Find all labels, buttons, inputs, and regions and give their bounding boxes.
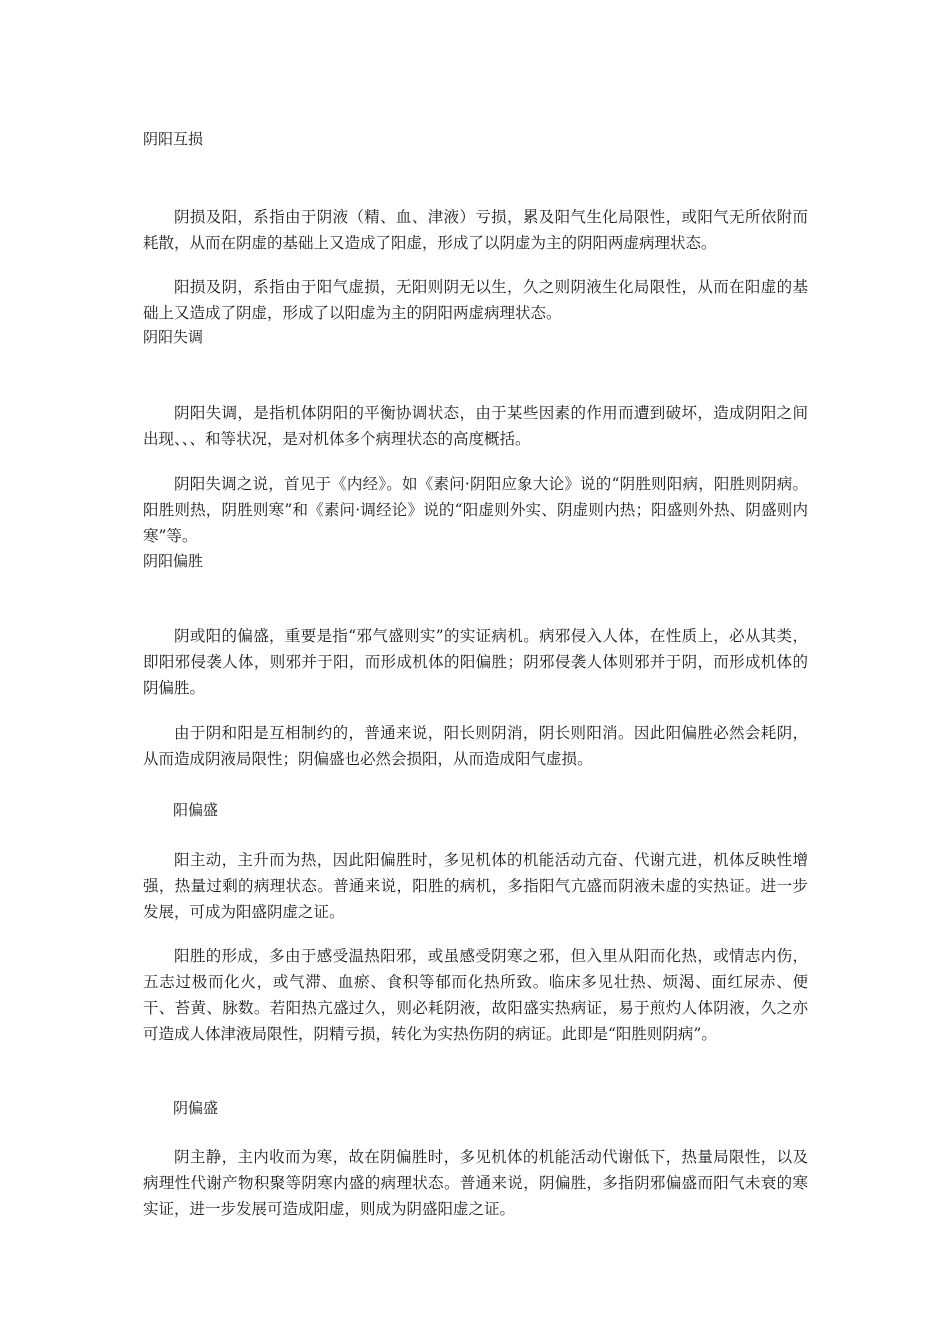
section-title-yinyang-piansheng: 阴阳偏胜 xyxy=(143,552,204,570)
section-title-yinyang-shitiao: 阴阳失调 xyxy=(143,328,204,346)
subsection-title-yang-pian-sheng: 阳偏盛 xyxy=(173,801,219,819)
subsection-title-yin-pian-sheng: 阴偏盛 xyxy=(173,1099,219,1117)
paragraph-yin-zhu-jing: 阴主静，主内收而为寒，故在阴偏胜时，多见机体的机能活动代谢低下，热量局限性，以及病理性代谢产物积聚等阴寒内盛的病理状态。普通来说，阴偏胜，多指阴邪偏盛而阳气未衰的寒实证，进一步发展可造成阳虚，则成为阴盛阳虚之证。 xyxy=(143,1148,808,1218)
section-title-yinyang-husun: 阴阳互损 xyxy=(143,130,204,148)
paragraph-piansheng-zhiyue: 由于阴和阳是互相制约的，普通来说，阳长则阴消，阴长则阳消。因此阳偏胜必然会耗阴，从而造成阴液局限性；阴偏盛也必然会损阳，从而造成阳气虚损。 xyxy=(143,724,808,768)
paragraph-piansheng-definition: 阴或阳的偏盛，重要是指“邪气盛则实”的实证病机。病邪侵入人体，在性质上，必从其类，即阳邪侵袭人体，则邪并于阳，而形成机体的阳偏胜；阴邪侵袭人体则邪并于阴，而形成机体的阴偏胜。 xyxy=(143,627,808,697)
paragraph-yang-zhu-dong: 阳主动，主升而为热，因此阳偏胜时，多见机体的机能活动亢奋、代谢亢进，机体反映性增强，热量过剩的病理状态。普通来说，阳胜的病机，多指阳气亢盛而阴液未虚的实热证。进一步发展，可成为阳盛阴虚之证。 xyxy=(143,851,808,921)
paragraph-shitiao-definition: 阴阳失调，是指机体阴阳的平衡协调状态，由于某些因素的作用而遭到破坏，造成阴阳之间出现、、、和等状况，是对机体多个病理状态的高度概括。 xyxy=(143,404,808,448)
paragraph-yang-sheng-xingcheng: 阳胜的形成，多由于感受温热阳邪，或虽感受阴寒之邪，但入里从阳而化热，或情志内伤，五志过极而化火，或气滞、血瘀、食积等郁而化热所致。临床多见壮热、烦渴、面红尿赤、便干、苔黄、脉数。若阳热亢盛过久，则必耗阴液，故阳盛实热病证，易于煎灼人体阴液，久之亦可造成人体津液局限性，阴精亏损，转化为实热伤阴的病证。此即是“阳胜则阴病”。 xyxy=(143,947,808,1043)
paragraph-yin-sun-ji-yang: 阴损及阳，系指由于阴液（精、血、津液）亏损，累及阳气生化局限性，或阳气无所依附而耗散，从而在阴虚的基础上又造成了阳虚，形成了以阴虚为主的阴阳两虚病理状态。 xyxy=(143,208,808,252)
paragraph-yang-sun-ji-yin: 阳损及阴，系指由于阳气虚损，无阳则阴无以生，久之则阴液生化局限性，从而在阳虚的基础上又造成了阴虚，形成了以阳虚为主的阴阳两虚病理状态。 xyxy=(143,278,808,322)
paragraph-shitiao-neijing: 阴阳失调之说，首见于《内经》。如《素问·阴阳应象大论》说的“阴胜则阳病，阳胜则阴病。阳胜则热，阴胜则寒”和《素问·调经论》说的“阳虚则外实、阴虚则内热；阳盛则外热、阴盛则内寒”等。 xyxy=(143,475,808,545)
